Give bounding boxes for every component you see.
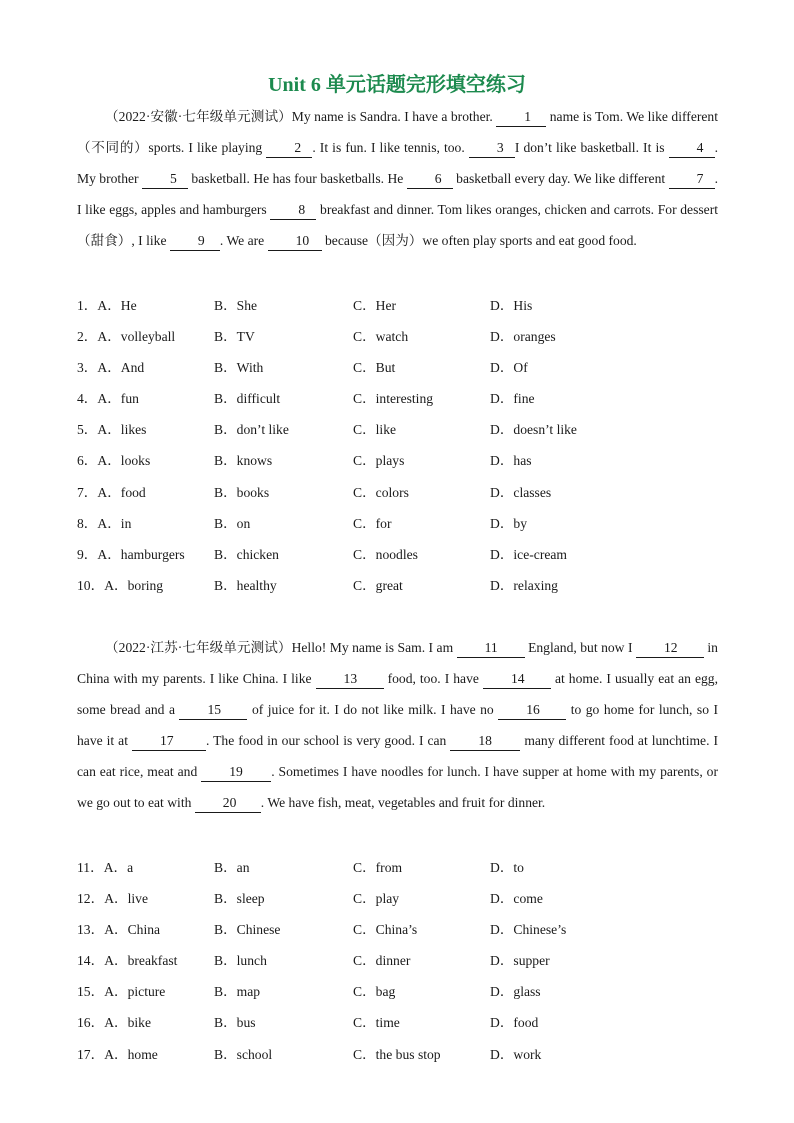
question-number-option-a <box>77 290 137 321</box>
option-c: C．like <box>353 422 397 438</box>
question-number: 16． <box>77 1015 105 1031</box>
question-number: 12． <box>77 891 105 907</box>
option-a: A．fun <box>97 391 139 407</box>
blank-18: 18 <box>450 732 520 751</box>
question-number-option-a <box>77 414 146 445</box>
option-a: A．a <box>103 860 134 875</box>
option-b: B．school <box>214 1046 273 1062</box>
question-number: 3． <box>77 360 98 376</box>
option-d: D．has <box>490 453 532 469</box>
option-d: D．work <box>490 1046 542 1062</box>
option-d: D．relaxing <box>490 577 558 593</box>
question-number: 10． <box>77 577 105 593</box>
option-d: D．come <box>490 891 543 907</box>
passage-source: （2022·江苏·七年级单元测试） <box>105 640 292 655</box>
option-d: D．supper <box>490 953 550 969</box>
question-row <box>77 352 727 383</box>
option-a: A．likes <box>97 422 147 438</box>
question-number-option-a <box>77 539 185 570</box>
page-title: Unit 6 单元话题完形填空练习 <box>268 74 526 96</box>
blank-20: 20 <box>195 794 261 813</box>
option-b: B．on <box>214 515 251 531</box>
blank-2: 2 <box>266 139 312 158</box>
question-number: 15． <box>77 984 105 1000</box>
question-number: 1． <box>77 298 98 313</box>
option-d: D．to <box>490 860 524 875</box>
option-b: B．healthy <box>214 577 277 593</box>
blank-7: 7 <box>669 170 715 189</box>
option-d: D．Chinese’s <box>490 922 567 938</box>
blank-3: 3 <box>469 139 515 158</box>
blank-11: 11 <box>457 639 525 658</box>
option-d: D．oranges <box>490 329 556 345</box>
option-b: B．difficult <box>214 391 281 407</box>
question-number-option-a <box>77 1007 151 1038</box>
question-number-option-a <box>77 383 139 414</box>
option-c: C．colors <box>353 484 409 500</box>
option-d: D．by <box>490 515 528 531</box>
option-a: A．home <box>104 1046 158 1062</box>
option-c: C．for <box>353 515 392 531</box>
option-a: A．food <box>97 484 146 500</box>
option-c: C．from <box>353 860 403 875</box>
option-b: B．sleep <box>214 891 265 907</box>
blank-15: 15 <box>179 701 247 720</box>
option-b: B．an <box>214 860 250 875</box>
question-number: 5． <box>77 422 98 438</box>
option-c: C．great <box>353 577 403 593</box>
option-b: B．Chinese <box>214 922 281 938</box>
question-row <box>77 321 727 352</box>
question-row <box>77 414 727 445</box>
blank-4: 4 <box>669 139 715 158</box>
option-c: C．play <box>353 891 400 907</box>
question-number-option-a <box>77 477 146 508</box>
option-d: D．classes <box>490 484 552 500</box>
blank-12: 12 <box>636 639 704 658</box>
question-number: 7． <box>77 484 98 500</box>
passage-source: （2022·安徽·七年级单元测试） <box>105 109 292 124</box>
blank-1: 1 <box>496 108 546 127</box>
question-row <box>77 570 727 601</box>
question-number: 11． <box>77 860 104 875</box>
option-a: A．looks <box>97 453 151 469</box>
question-number: 4． <box>77 391 98 407</box>
option-d: D．glass <box>490 984 541 1000</box>
option-c: C．the bus stop <box>353 1046 441 1062</box>
question-number: 6． <box>77 453 98 469</box>
option-b: B．don’t like <box>214 422 289 438</box>
option-b: B．books <box>214 484 270 500</box>
question-row <box>77 290 727 321</box>
options-group-1 <box>77 290 727 601</box>
option-a: A．breakfast <box>104 953 178 969</box>
blank-5: 5 <box>142 170 188 189</box>
options-group-2 <box>77 852 727 1070</box>
option-c: C．watch <box>353 329 409 345</box>
question-number-option-a <box>77 976 165 1007</box>
question-number: 8． <box>77 515 98 531</box>
passage-2: （2022·江苏·七年级单元测试）Hello! My name is Sam. I am 11 England, but now I 12 in China with my parents. I like China. I like 13 food, too. I have 14 at home. I usually eat an egg, some bread and a 15 of juice for it. I do not like milk. I have no 16 to go home for lunch, so I have it at 17 . The food in our school is very good. I can 18 many different food at lunchtime. I can eat rice, meat and 19 . Sometimes I have noodles for lunch. I have supper at home with my parents, or we go out to eat with 20 . We have fish, meat, vegetables and fruit for dinner. <box>77 632 718 818</box>
question-row <box>77 539 727 570</box>
question-row <box>77 508 727 539</box>
option-c: C．time <box>353 1015 400 1031</box>
blank-13: 13 <box>316 670 384 689</box>
question-row <box>77 945 727 976</box>
question-number-option-a <box>77 852 133 883</box>
option-d: D．ice-cream <box>490 546 567 562</box>
blank-19: 19 <box>201 763 271 782</box>
option-a: A．bike <box>104 1015 152 1031</box>
blank-10: 10 <box>268 232 322 251</box>
option-d: D．food <box>490 1015 539 1031</box>
option-b: B．TV <box>214 329 255 345</box>
question-number: 9． <box>77 546 98 562</box>
option-a: A．volleyball <box>97 329 176 345</box>
question-number-option-a <box>77 570 163 601</box>
option-a: A．And <box>97 360 145 376</box>
question-number-option-a <box>77 945 177 976</box>
question-number-option-a <box>77 352 144 383</box>
question-row <box>77 445 727 476</box>
question-number-option-a <box>77 445 150 476</box>
option-b: B．She <box>214 298 258 313</box>
option-c: C．noodles <box>353 546 418 562</box>
question-row <box>77 1007 727 1038</box>
option-a: A．China <box>104 922 161 938</box>
question-number-option-a <box>77 321 175 352</box>
question-number-option-a <box>77 1039 158 1070</box>
option-a: A．live <box>104 891 148 907</box>
blank-6: 6 <box>407 170 453 189</box>
blank-14: 14 <box>483 670 551 689</box>
option-d: D．Of <box>490 360 528 376</box>
question-row <box>77 883 727 914</box>
option-d: D．fine <box>490 391 535 407</box>
option-b: B．map <box>214 984 261 1000</box>
option-a: A．hamburgers <box>97 546 185 562</box>
option-c: C．But <box>353 360 396 376</box>
option-b: B．chicken <box>214 546 279 562</box>
question-row <box>77 1039 727 1070</box>
option-c: C．bag <box>353 984 396 1000</box>
question-number-option-a <box>77 508 131 539</box>
option-a: A．He <box>97 298 137 313</box>
question-row <box>77 976 727 1007</box>
option-d: D．His <box>490 298 533 313</box>
option-a: A．picture <box>104 984 166 1000</box>
question-row <box>77 914 727 945</box>
question-row <box>77 852 727 883</box>
blank-16: 16 <box>498 701 566 720</box>
question-row <box>77 477 727 508</box>
option-a: A．boring <box>104 577 164 593</box>
question-number: 17． <box>77 1046 105 1062</box>
question-row <box>77 383 727 414</box>
question-number: 13． <box>77 922 105 938</box>
option-b: B．lunch <box>214 953 267 969</box>
option-a: A．in <box>97 515 132 531</box>
question-number: 14． <box>77 953 105 969</box>
option-b: B．bus <box>214 1015 256 1031</box>
blank-9: 9 <box>170 232 220 251</box>
passage-1: （2022·安徽·七年级单元测试）My name is Sandra. I have a brother. 1 name is Tom. We like different（不同的）sports. I like playing 2 . It is fun. I like tennis, too. 3 I don’t like basketball. It is 4 . My brother 5 basketball. He has four basketballs. He 6 basketball every day. We like different 7 . I like eggs, apples and hamburgers 8 breakfast and dinner. Tom likes oranges, chicken and carrots. For dessert（甜食）, I like 9 . We are 10 because（因为）we often play sports and eat good food. <box>77 101 718 256</box>
option-c: C．Her <box>353 298 397 313</box>
question-number-option-a <box>77 914 160 945</box>
blank-8: 8 <box>270 201 316 220</box>
option-c: C．interesting <box>353 391 434 407</box>
option-c: C．China’s <box>353 922 418 938</box>
option-c: C．dinner <box>353 953 411 969</box>
blank-17: 17 <box>132 732 206 751</box>
option-b: B．knows <box>214 453 273 469</box>
option-c: C．plays <box>353 453 405 469</box>
option-b: B．With <box>214 360 264 376</box>
question-number: 2． <box>77 329 98 345</box>
question-number-option-a <box>77 883 148 914</box>
option-d: D．doesn’t like <box>490 422 577 438</box>
